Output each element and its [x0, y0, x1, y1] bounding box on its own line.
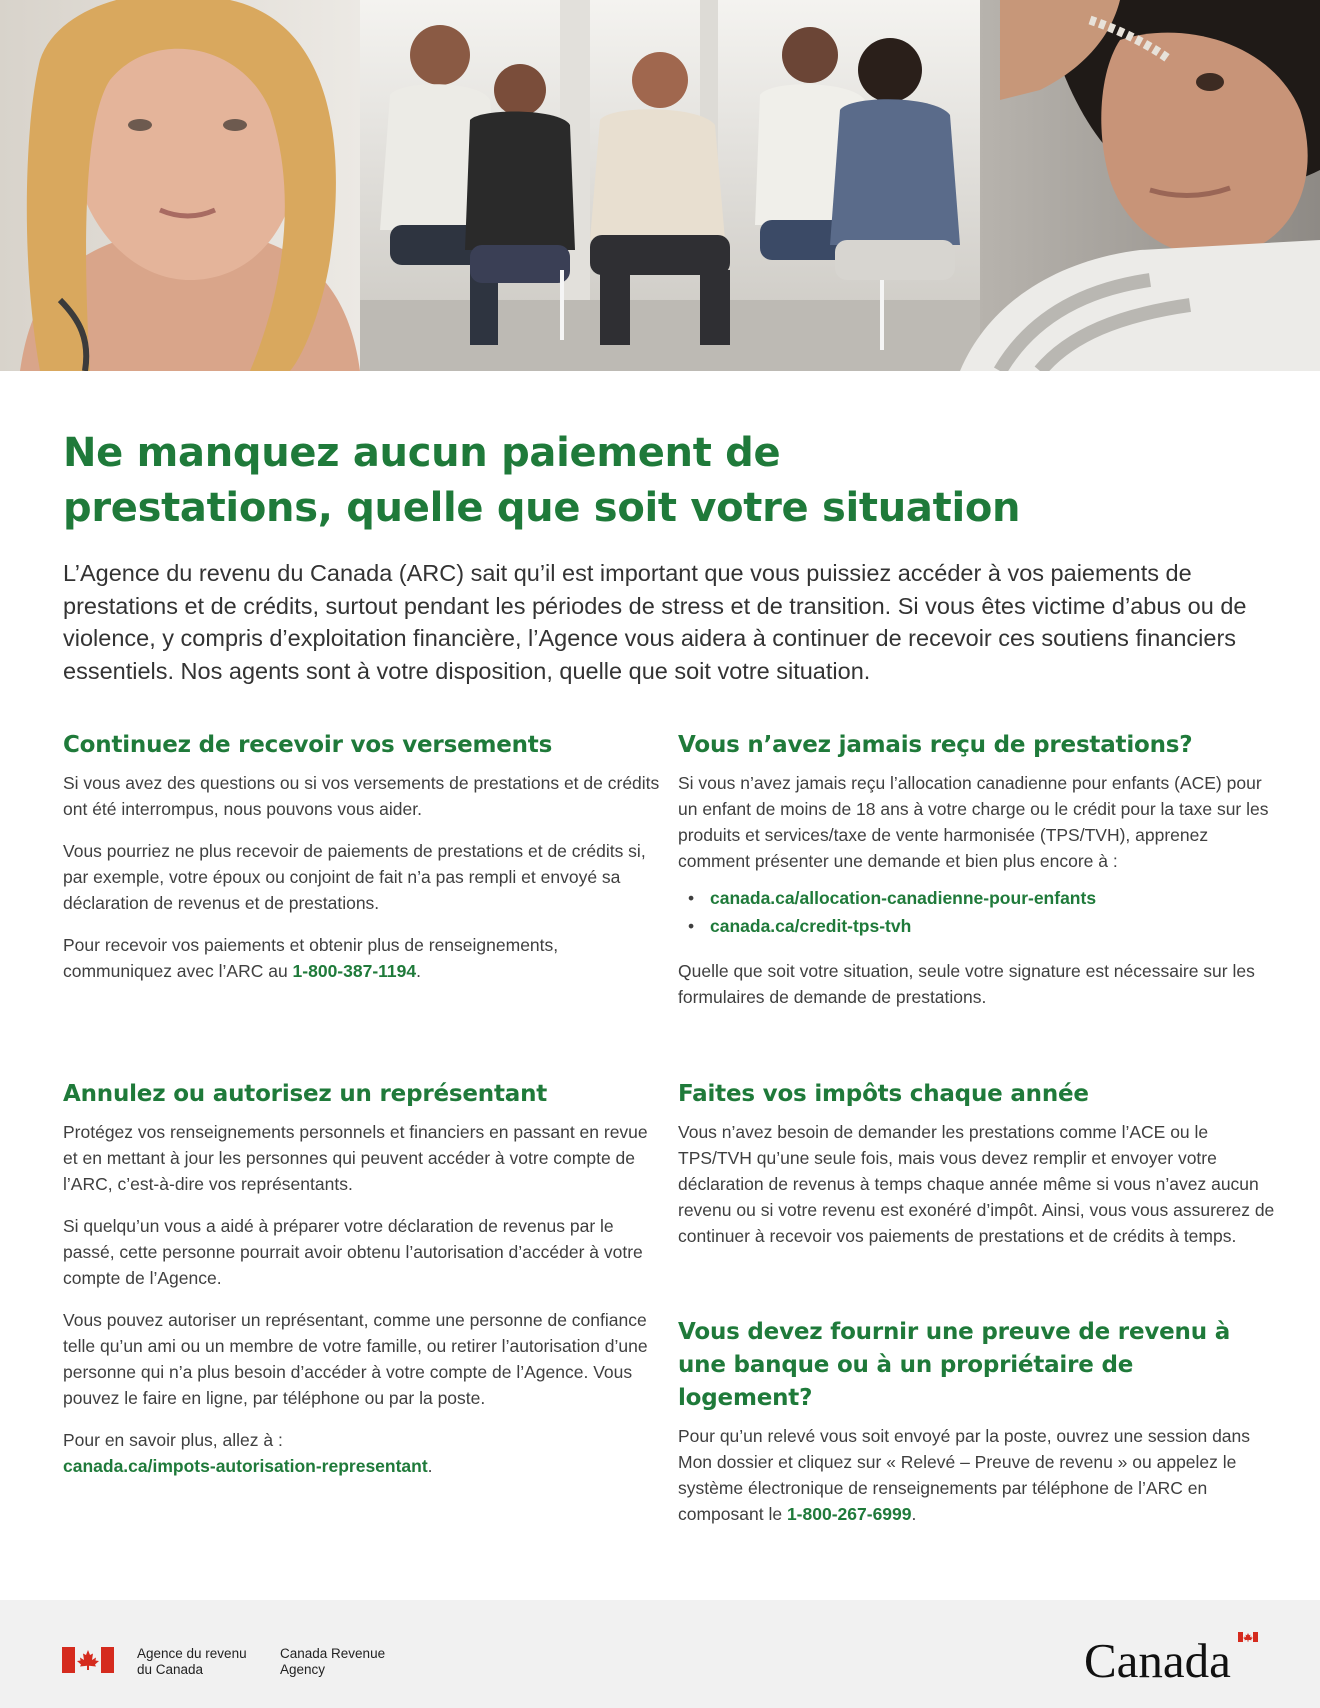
section-impots	[678, 1078, 1278, 1265]
list-item	[688, 884, 1278, 912]
section-heading: Vous devez fournir une preuve de revenu à une banque ou à un propriétaire de logement?	[678, 1319, 1231, 1411]
section-heading: Vous n’avez jamais reçu de prestations?	[678, 732, 1193, 758]
footer	[0, 1600, 1320, 1708]
section-paragraph: Vous pouvez autoriser un représentant, comme une personne de confiance telle qu’un ami ou un membre de votre famille, ou retirer l’autorisation d’une personne qui n’a plus besoin d’accéder à votre compte de l’Agence. Vous pouvez le faire en ligne, par téléphone ou par la poste.	[63, 1310, 648, 1408]
paragraph-end: .	[416, 961, 421, 981]
paragraph-end: .	[427, 1456, 433, 1476]
link-credit-tps-tvh[interactable]: canada.ca/credit-tps-tvh	[710, 916, 912, 936]
agency-fr-line-1: Agence du revenu	[137, 1646, 247, 1661]
link-list	[688, 884, 1278, 940]
intro-paragraph: L’Agence du revenu du Canada (ARC) sait qu’il est important que vous puissiez accéder à vos paiements de prestations et de crédits, surtout pendant les périodes de stress et de transition. Si vous êtes victime d’abus ou de violence, y compris d’exploitation financière, l’Agence vous aidera à continuer de recevoir ces soutiens financiers essentiels. Nos agents sont à votre disposition, quelle que soit votre situation.	[63, 560, 1247, 684]
phone-link[interactable]: 1-800-267-6999	[786, 1504, 912, 1524]
section-heading: Faites vos impôts chaque année	[678, 1081, 1089, 1107]
paragraph-end: .	[911, 1504, 917, 1524]
agency-name-en	[280, 1646, 385, 1678]
paragraph-text: Pour recevoir vos paiements et obtenir plus de renseignements, communiquez avec l’ARC au	[63, 935, 559, 981]
page-title	[63, 426, 1263, 536]
section-paragraph: Quelle que soit votre situation, seule votre signature est nécessaire sur les formulaires de demande de prestations.	[678, 961, 1255, 1007]
section-jamais	[678, 729, 1278, 1026]
section-paragraph	[678, 1423, 1278, 1527]
page-title-line-2: prestations, quelle que soit votre situation	[63, 485, 1021, 531]
section-paragraph: Si vous n’avez jamais reçu l’allocation canadienne pour enfants (ACE) pour un enfant de moins de 18 ans à votre charge ou le crédit pour la taxe sur les produits et services/taxe de vente harmonisée (TPS/TVH), apprenez comment présenter une demande et bien plus encore à :	[678, 773, 1269, 871]
section-heading: Annulez ou autorisez un représentant	[63, 1081, 548, 1107]
section-representant	[63, 1078, 663, 1495]
agency-en-line-1: Canada Revenue	[280, 1646, 386, 1661]
list-item	[688, 912, 1278, 940]
section-paragraph	[63, 1427, 663, 1479]
agency-en-line-2: Agency	[280, 1662, 326, 1677]
section-paragraph: Protégez vos renseignements personnels et financiers en passant en revue et en mettant à jour les personnes qui peuvent accéder à votre compte de l’ARC, c’est-à-dire vos représentants.	[63, 1122, 648, 1194]
page-title-line-1: Ne manquez aucun paiement de	[63, 430, 781, 476]
section-paragraph	[63, 932, 663, 984]
wordmark-flag-icon	[1238, 1632, 1258, 1642]
hero-photo-collage	[0, 0, 1320, 371]
section-heading: Continuez de recevoir vos versements	[63, 732, 553, 758]
canada-flag-icon	[62, 1647, 114, 1673]
link-autorisation-representant[interactable]: canada.ca/impots-autorisation-representant	[63, 1456, 428, 1476]
paragraph-text: Pour en savoir plus, allez à :	[63, 1430, 283, 1450]
canada-wordmark	[1082, 1630, 1262, 1686]
section-paragraph: Vous n’avez besoin de demander les prestations comme l’ACE ou le TPS/TVH qu’une seule fois, mais vous devez remplir et envoyer votre déclaration de revenus à temps chaque année même si vous n’avez aucun revenu ou si votre revenu est exonéré d’impôt. Ainsi, vous vous assurerez de continuer à recevoir vos paiements de prestations et de crédits à temps.	[678, 1122, 1275, 1246]
phone-link[interactable]: 1-800-387-1194	[292, 961, 417, 981]
section-continuez	[63, 729, 663, 1000]
hero-photo	[0, 0, 1320, 371]
section-paragraph: Si vous avez des questions ou si vos versements de prestations et de crédits ont été interrompus, nous pouvons vous aider.	[63, 773, 660, 819]
section-preuve	[678, 1316, 1278, 1543]
section-paragraph: Vous pourriez ne plus recevoir de paiements de prestations et de crédits si, par exemple, votre époux ou conjoint de fait n’a pas rempli et envoyé sa déclaration de revenus et de prestations.	[63, 841, 646, 913]
agency-fr-line-2: du Canada	[137, 1662, 204, 1677]
paragraph-text: Pour qu’un relevé vous soit envoyé par la poste, ouvrez une session dans Mon dossier et cliquez sur « Relevé – Preuve de revenu » ou appelez le système électronique de renseignements par téléphone de l’ARC en composant le	[678, 1426, 1251, 1524]
link-allocation[interactable]: canada.ca/allocation-canadienne-pour-enfants	[710, 888, 1097, 908]
canada-wordmark-text: Canada	[1084, 1633, 1231, 1686]
agency-name-fr	[137, 1646, 247, 1678]
section-paragraph: Si quelqu’un vous a aidé à préparer votre déclaration de revenus par le passé, cette personne pourrait avoir obtenu l’autorisation d’accéder à votre compte de l’Agence.	[63, 1216, 643, 1288]
